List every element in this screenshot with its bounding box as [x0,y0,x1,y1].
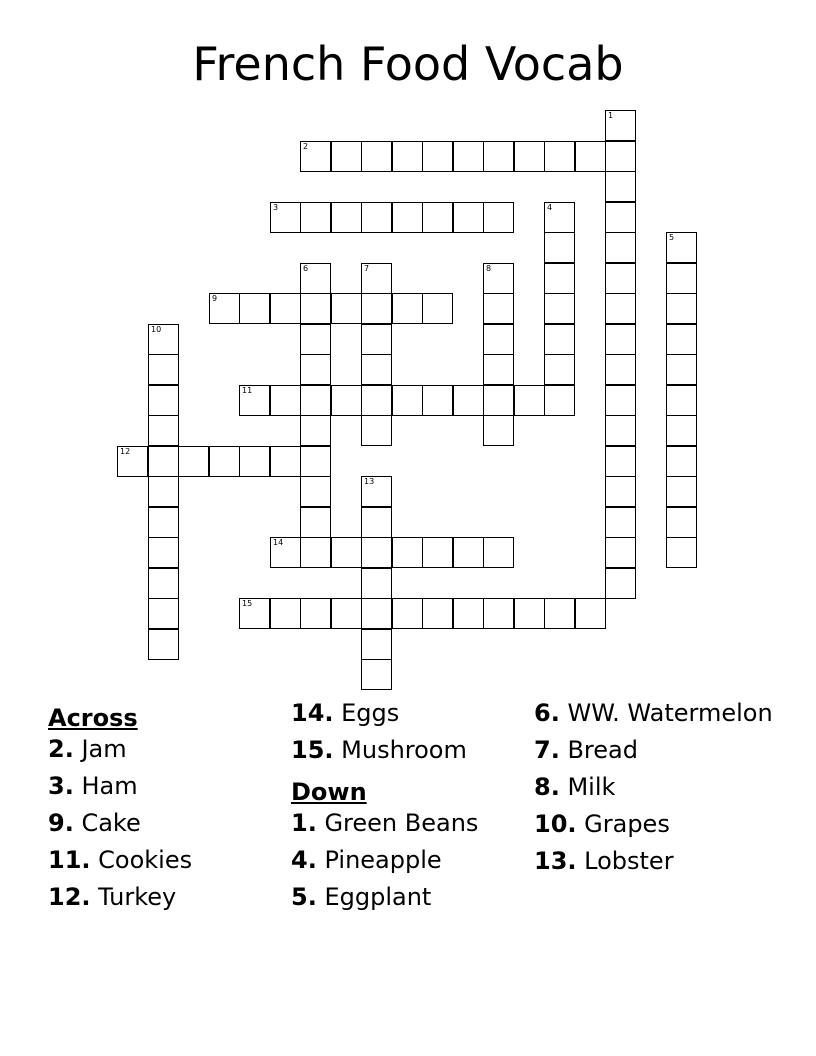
grid-cell[interactable] [148,537,179,568]
grid-cell[interactable] [300,537,331,568]
grid-cell[interactable] [178,446,209,477]
grid-cell[interactable] [331,537,362,568]
grid-cell[interactable] [666,476,697,507]
clue-down-4 [291,847,526,874]
grid-cell[interactable] [605,507,636,538]
grid-cell[interactable] [361,568,392,599]
grid-cell[interactable] [483,263,514,294]
grid-cell[interactable] [361,324,392,355]
clue-number: 14. [291,699,334,727]
grid-cell[interactable] [300,324,331,355]
clue-number: 11. [48,846,91,874]
grid-cell[interactable] [453,202,484,233]
grid-cell[interactable] [422,385,453,416]
grid-cell[interactable] [605,415,636,446]
cell-number: 8 [486,264,492,273]
clue-text: Green Beans [316,809,479,837]
clue-number: 4. [291,846,317,874]
grid-cell[interactable] [331,385,362,416]
grid-cell[interactable] [300,141,331,172]
grid-cell[interactable] [422,202,453,233]
puzzle-title: French Food Vocab [192,37,624,91]
grid-cell[interactable] [483,354,514,385]
grid-cell[interactable] [605,446,636,477]
grid-cell[interactable] [544,202,575,233]
grid-cell[interactable] [300,446,331,477]
grid-cell[interactable] [605,110,636,141]
clue-text: Cookies [90,846,193,874]
grid-cell[interactable] [544,141,575,172]
grid-cell[interactable] [148,354,179,385]
grid-cell[interactable] [300,476,331,507]
grid-cell[interactable] [666,385,697,416]
clue-number: 7. [534,736,560,764]
clue-across-12 [48,884,278,911]
clue-column-1 [48,700,278,921]
grid-cell[interactable] [148,385,179,416]
clue-across-11 [48,847,278,874]
grid-cell[interactable] [575,141,606,172]
grid-cell[interactable] [300,202,331,233]
grid-cell[interactable] [483,385,514,416]
grid-cell[interactable] [270,293,301,324]
clue-text: Grapes [576,810,670,838]
grid-cell[interactable] [361,415,392,446]
clue-text: Eggplant [316,883,432,911]
clue-text: Milk [559,773,616,801]
grid-cell[interactable] [514,598,545,629]
grid-cell[interactable] [544,263,575,294]
cell-number: 7 [364,264,370,273]
grid-cell[interactable] [544,324,575,355]
grid-cell[interactable] [666,324,697,355]
grid-cell[interactable] [331,598,362,629]
clue-number: 8. [534,773,560,801]
clue-text: Jam [73,735,127,763]
grid-cell[interactable] [483,537,514,568]
grid-cell[interactable] [392,141,423,172]
clue-text: Eggs [333,699,400,727]
grid-cell[interactable] [361,598,392,629]
grid-cell[interactable] [270,385,301,416]
grid-cell[interactable] [239,598,270,629]
cell-number: 9 [212,294,218,303]
clue-across-9 [48,810,278,837]
grid-cell[interactable] [148,446,179,477]
cell-number: 15 [242,599,253,608]
grid-cell[interactable] [422,537,453,568]
grid-cell[interactable] [361,537,392,568]
cell-number: 4 [547,203,553,212]
clue-number: 1. [291,809,317,837]
grid-cell[interactable] [575,598,606,629]
grid-cell[interactable] [300,507,331,538]
grid-cell[interactable] [270,202,301,233]
grid-cell[interactable] [148,629,179,660]
clue-down-13 [534,848,794,875]
grid-cell[interactable] [361,293,392,324]
clue-down-10 [534,811,794,838]
grid-cell[interactable] [605,476,636,507]
grid-cell[interactable] [483,415,514,446]
clue-number: 9. [48,809,74,837]
grid-cell[interactable] [666,415,697,446]
grid-cell[interactable] [239,446,270,477]
clue-down-7 [534,737,794,764]
grid-cell[interactable] [605,537,636,568]
grid-cell[interactable] [605,171,636,202]
clue-number: 15. [291,736,334,764]
grid-cell[interactable] [331,141,362,172]
grid-cell[interactable] [361,202,392,233]
clue-number: 2. [48,735,74,763]
grid-cell[interactable] [392,385,423,416]
grid-cell[interactable] [422,141,453,172]
across-heading: Across [48,704,138,732]
grid-cell[interactable] [331,202,362,233]
grid-cell[interactable] [148,568,179,599]
grid-cell[interactable] [605,324,636,355]
grid-cell[interactable] [453,385,484,416]
clue-down-5 [291,884,526,911]
grid-cell[interactable] [239,385,270,416]
clue-text: Ham [73,772,138,800]
clue-text: WW. Watermelon [559,699,773,727]
grid-cell[interactable] [605,263,636,294]
grid-cell[interactable] [148,324,179,355]
clue-across-3 [48,773,278,800]
clue-number: 6. [534,699,560,727]
grid-cell[interactable] [331,293,362,324]
clue-text: Pineapple [316,846,442,874]
grid-cell[interactable] [300,598,331,629]
grid-cell[interactable] [605,232,636,263]
grid-cell[interactable] [666,263,697,294]
grid-cell[interactable] [361,141,392,172]
grid-cell[interactable] [361,354,392,385]
grid-cell[interactable] [605,202,636,233]
clue-text: Cake [73,809,141,837]
clue-down-1 [291,810,526,837]
clue-number: 5. [291,883,317,911]
grid-cell[interactable] [666,507,697,538]
grid-cell[interactable] [422,293,453,324]
grid-cell[interactable] [514,141,545,172]
grid-cell[interactable] [148,598,179,629]
grid-cell[interactable] [270,446,301,477]
grid-cell[interactable] [392,598,423,629]
grid-cell[interactable] [605,141,636,172]
clue-across-2 [48,736,278,763]
grid-cell[interactable] [605,568,636,599]
cell-number: 5 [669,233,675,242]
grid-cell[interactable] [453,598,484,629]
clue-number: 10. [534,810,577,838]
grid-cell[interactable] [300,385,331,416]
grid-cell[interactable] [209,446,240,477]
grid-cell[interactable] [148,507,179,538]
grid-cell[interactable] [666,354,697,385]
down-heading: Down [291,778,367,806]
clue-number: 3. [48,772,74,800]
grid-cell[interactable] [544,232,575,263]
clue-text: Mushroom [333,736,467,764]
grid-cell[interactable] [544,293,575,324]
grid-cell[interactable] [483,324,514,355]
grid-cell[interactable] [666,537,697,568]
grid-cell[interactable] [605,385,636,416]
grid-cell[interactable] [453,141,484,172]
clue-text: Turkey [90,883,177,911]
cell-number: 10 [151,325,162,334]
clue-down-6 [534,700,794,727]
cell-number: 3 [273,203,279,212]
grid-cell[interactable] [300,354,331,385]
grid-cell[interactable] [300,293,331,324]
grid-cell[interactable] [483,598,514,629]
grid-cell[interactable] [544,385,575,416]
clue-across-14 [291,700,526,727]
grid-cell[interactable] [483,202,514,233]
grid-cell[interactable] [148,476,179,507]
grid-cell[interactable] [605,354,636,385]
grid-cell[interactable] [483,141,514,172]
clue-number: 12. [48,883,91,911]
cell-number: 12 [120,447,131,456]
grid-cell[interactable] [361,476,392,507]
grid-cell[interactable] [392,202,423,233]
clue-text: Bread [559,736,638,764]
grid-cell[interactable] [666,446,697,477]
grid-cell[interactable] [666,232,697,263]
grid-cell[interactable] [361,263,392,294]
grid-cell[interactable] [666,293,697,324]
clue-number: 13. [534,847,577,875]
clue-across-15 [291,737,526,764]
grid-cell[interactable] [117,446,148,477]
grid-cell[interactable] [239,293,270,324]
grid-cell[interactable] [422,598,453,629]
grid-cell[interactable] [270,598,301,629]
cell-number: 2 [303,142,309,151]
grid-cell[interactable] [453,537,484,568]
grid-cell[interactable] [483,293,514,324]
cell-number: 6 [303,264,309,273]
cell-number: 14 [273,538,284,547]
grid-cell[interactable] [209,293,240,324]
grid-cell[interactable] [514,385,545,416]
grid-cell[interactable] [361,659,392,690]
clue-text: Lobster [576,847,674,875]
grid-cell[interactable] [148,415,179,446]
clue-down-8 [534,774,794,801]
grid-cell[interactable] [270,537,301,568]
grid-cell[interactable] [300,263,331,294]
cell-number: 13 [364,477,375,486]
clue-column-3 [534,700,794,885]
grid-cell[interactable] [361,629,392,660]
grid-cell[interactable] [361,507,392,538]
grid-cell[interactable] [544,598,575,629]
clue-column-2 [291,700,526,921]
cell-number: 11 [242,386,253,395]
grid-cell[interactable] [392,293,423,324]
grid-cell[interactable] [300,415,331,446]
grid-cell[interactable] [605,293,636,324]
grid-cell[interactable] [392,537,423,568]
grid-cell[interactable] [361,385,392,416]
cell-number: 1 [608,111,614,120]
grid-cell[interactable] [544,354,575,385]
